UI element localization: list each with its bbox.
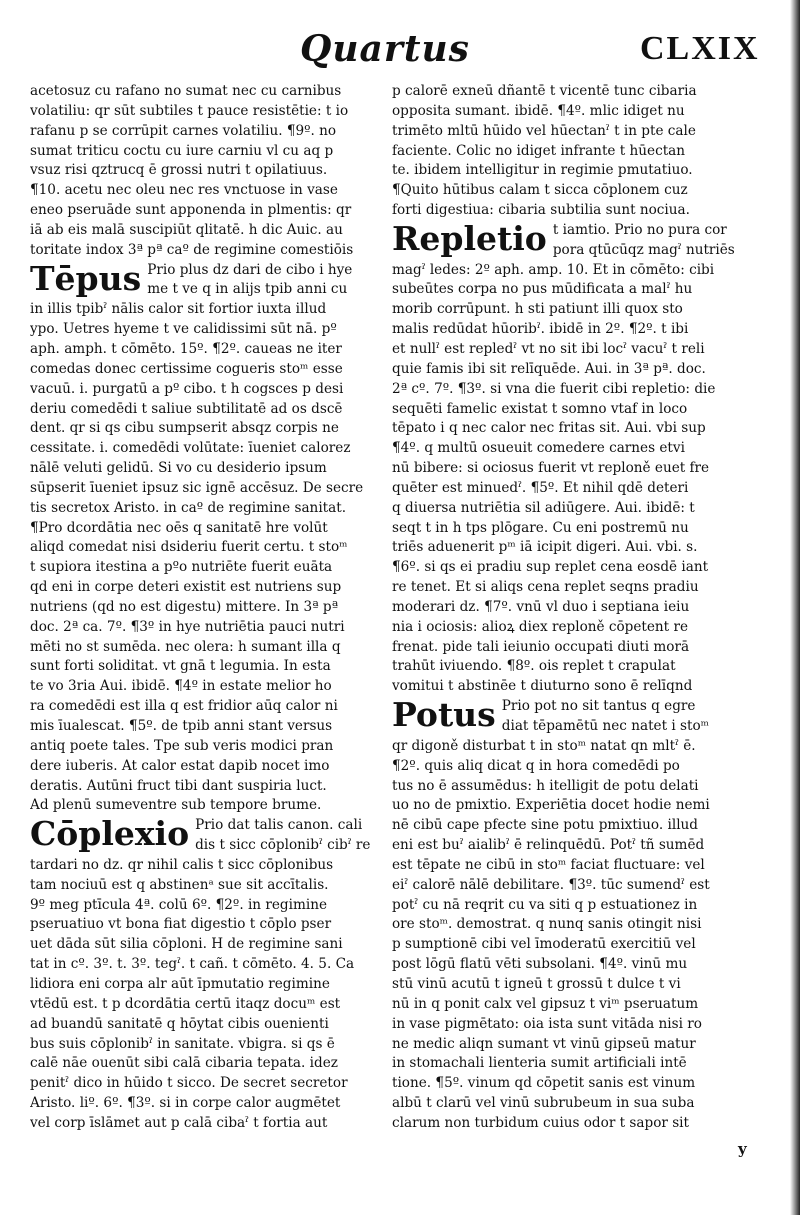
text-line: cessitate. i. comedēdi volūtate: īueniet calorez	[30, 440, 351, 457]
text-line: deriu comedēdi t saliue subtilitatē ad os dscē	[30, 400, 343, 417]
text-line: iā ab eis malā suscipiūt qlitatē. h dic Auic. au	[30, 221, 343, 238]
text-line: sunt forti soliditat. vt gnā t legumia. In esta	[30, 658, 331, 675]
text-line: acetosuz cu rafano no sumat nec cu carnibus	[30, 83, 342, 99]
text-line: penitˀ dico in hūido t sicco. De secret secretor	[30, 1075, 348, 1092]
text-line: q diuersa nutriētia sil adiūgere. Aui. ibidē: t	[392, 499, 695, 516]
text-line: ¶6º. si qs ei pradiu sup replet cena eosdē iant	[392, 559, 709, 576]
text-line: trimēto mltū hūido vel hūectanˀ t in pte cale	[392, 122, 696, 139]
left-text-bottom	[30, 856, 388, 1134]
right-text-mid	[392, 261, 772, 698]
text-line: Aristo. liº. 6º. ¶3º. si in corpe calor augmētet	[30, 1095, 341, 1112]
potus-heading-word: Potus	[392, 695, 496, 735]
text-line: subeūtes corpa no pus mūdificata a malˀ hu	[392, 281, 693, 298]
text-line: tēpato i q nec calor nec fritas sit. Aui. vbi sup	[392, 420, 706, 437]
text-line: vtēdū est. t p dcordātia certū itaqz docuᵐ est	[30, 995, 341, 1012]
text-line: vomitui t abstinēe t diuturno sono ē relīqnd	[392, 678, 693, 695]
right-text-top	[392, 82, 772, 221]
potus-heading-lines	[502, 697, 709, 737]
complexio-heading-lines	[195, 816, 370, 856]
text-line: uo no de pmixtio. Experiētia docet hodie nemi	[392, 797, 710, 814]
page-edge-shadow	[790, 0, 800, 1215]
text-line: malis redūdat hūoribˀ. ibidē in 2º. ¶2º. t ibi	[392, 321, 689, 338]
text-line: clarum non turbidum cuius odor t sapor sit	[392, 1114, 689, 1131]
text-line: potˀ cu nā reqrit cu va siti q p estuationez in	[392, 896, 698, 913]
text-line: comedas donec certissime cogueris stoᵐ esse	[30, 360, 343, 377]
right-text-bottom	[392, 737, 772, 1134]
left-text-mid	[30, 300, 388, 816]
tempus-heading-word: Tēpus	[30, 258, 142, 298]
text-line: tione. ¶5º. vinum qd cōpetit sanis est vinum	[392, 1075, 696, 1092]
text-line: qr digoně disturbat t in stoᵐ natat qn mltˀ ē.	[392, 737, 696, 754]
text-line: est tēpate ne cibū in stoᵐ faciat fluctuare: vel	[392, 856, 705, 873]
text-line: dent. qr si qs cibu sumpserit absqz corpis ne	[30, 420, 339, 437]
text-line: quēter est minuedˀ. ¶5º. Et nihil qdē deteri	[392, 479, 689, 496]
text-line: nē cibū cape pfecte sine potu pmixtiuo. illud	[392, 817, 698, 834]
text-line: dere iuberis. At calor estat dapib nocet imo	[30, 757, 330, 774]
text-line: t supiora itestina a pºo nutriēte fuerit euāta	[30, 559, 333, 576]
text-line: trahūt iviuendo. ¶8º. ois replet t crapulat	[392, 658, 676, 675]
text-line: nutriens (qd no est digestu) mittere. In 3ª pª	[30, 598, 339, 615]
text-line: mēti no st sumēda. nec olera: h sumant illa q	[30, 638, 341, 655]
text-line: tardari no dz. qr nihil calis t sicc cōplonibus	[30, 856, 334, 873]
text-line: albū t clarū vel vinū subrubeum in sua suba	[392, 1095, 695, 1112]
text-line: eni est buˀ aialibˀ ē relinquēdū. Potˀ tñ sumēd	[392, 837, 705, 854]
text-line: eiˀ calorē nālē debilitare. ¶3º. tūc sumendˀ est	[392, 876, 710, 893]
text-line: vacuū. i. purgatū a pº cibo. t h cogsces p desi	[30, 380, 344, 397]
text-line: toritate indox 3ª pª caº de regimine comestiōis	[30, 241, 354, 258]
running-title: Quartus	[300, 28, 470, 70]
complexio-heading-word: Cōplexio	[30, 814, 190, 854]
right-column	[392, 82, 772, 1134]
text-line: tat in cº. 3º. t. 3º. tegˀ. t cañ. t cōmēto. 4. 5. Ca	[30, 956, 355, 973]
text-line: pseruatiuo vt bona fiat digestio t cōplo pser	[30, 916, 332, 933]
text-line: ypo. Uetres hyeme t ve calidissimi sūt nā. pº	[30, 321, 337, 338]
text-line: opposita sumant. ibidē. ¶4º. mlic idiget nu	[392, 102, 685, 119]
text-line: aliqd comedat nisi dsideriu fuerit certu. t stoᵐ	[30, 539, 348, 556]
text-line: eneo pseruāde sunt apponenda in plmentis: qr	[30, 202, 352, 219]
text-line: aph. amph. t cōmēto. 15º. ¶2º. caueas ne iter	[30, 340, 342, 357]
text-line: vsuz risi qztrucq ē grossi nutri t opilatiuus.	[30, 162, 328, 179]
text-line: in illis tpibˀ nālis calor sit fortior iuxta illud	[30, 301, 327, 318]
text-line: Prio dat talis canon. cali	[195, 817, 363, 834]
text-line: lidiora eni corpa alr aūt īpmutatio regimine	[30, 975, 330, 992]
text-line: p sumptionē cibi vel īmoderatū exercitiū vel	[392, 936, 696, 953]
text-line: ¶Quito hūtibus calam t sicca cōplonem cuz	[392, 182, 688, 199]
text-line: dis t sicc cōplonibˀ cibˀ re	[195, 837, 371, 854]
text-line: seqt t in h tps plōgare. Cu eni postremū nu	[392, 519, 689, 536]
text-line: et nullˀ est repledˀ vt no sit ibi locˀ vacuˀ t reli	[392, 340, 705, 357]
text-line: Prio pot no sit tantus q egre	[501, 698, 696, 715]
text-line: Ad plenū sumeventre sub tempore brume.	[30, 797, 322, 814]
text-line: forti digestiua: cibaria subtilia sunt nociua.	[392, 202, 690, 219]
tempus-heading-lines	[147, 261, 352, 301]
left-text-top	[30, 82, 388, 261]
text-line: te vo 3ria Aui. ibidē. ¶4º in estate melior ho	[30, 678, 332, 695]
text-line: mis īualescat. ¶5º. de tpib anni stant versus	[30, 718, 333, 734]
catchword: y	[738, 1140, 747, 1158]
text-line: frenat. pide tali ieiunio occupati diuti morā	[392, 638, 690, 655]
text-line: nū bibere: si ociosus fuerit vt reploně euet fre	[392, 460, 710, 477]
text-line: uet dāda sūt silia cōploni. H de regimine sani	[30, 936, 343, 953]
left-column	[30, 82, 388, 1134]
text-line: Prio plus dz dari de cibo i hye	[147, 261, 353, 278]
text-line: nālē veluti gelidū. Si vo cu desiderio ipsum	[30, 460, 327, 477]
text-line: sūpserit īueniet ipsuz sic ignē accēsuz. De secre	[30, 479, 364, 496]
text-line: 9º meg ptīcula 4ª. colū 6º. ¶2º. in regimine	[30, 896, 328, 913]
text-line: volatiliu: qr sūt subtiles t pauce resistētie: t io	[30, 102, 349, 119]
text-line: nū in q ponit calx vel gipsuz t viᵐ pseruatum	[392, 995, 699, 1012]
text-line: doc. 2ª ca. 7º. ¶3º in hye nutriētia pauci nutri	[30, 618, 345, 635]
text-line: ¶10. acetu nec oleu nec res vnctuose in vase	[30, 182, 338, 199]
text-line: tam nociuū est q abstinenᵃ sue sit accītalis.	[30, 876, 329, 893]
tempus-section-heading	[30, 258, 388, 301]
text-line: ¶4º. q multū osueuit comedere carnes etvi	[392, 440, 685, 457]
text-line: ra comedēdi est illa q est fridior aūq calor ni	[30, 698, 338, 715]
text-line: calē nāe ouenūt sibi calā cibaria tepata. idez	[30, 1055, 338, 1072]
text-line: me t ve q in alijs tpib anni cu	[147, 281, 348, 298]
text-line: triēs aduenerit pᵐ iā icipit digeri. Aui. vbi. s.	[392, 539, 698, 556]
text-line: 2ª cº. 7º. ¶3º. si vna die fuerit cibi repletio: die	[392, 380, 716, 397]
text-line: in vase pigmētato: oia ista sunt vitāda nisi ro	[392, 1015, 702, 1032]
text-line: ¶Pro dcordātia nec oēs q sanitatē hre volūt	[30, 519, 328, 536]
text-line: pora qtūcūqz magˀ nutriēs	[552, 241, 735, 258]
text-line: p calorē exneū dñantē t vicentē tunc cibaria	[392, 83, 697, 99]
text-line: vel corp īslāmet aut p calā cibaˀ t fortia aut	[30, 1114, 328, 1131]
text-line: rafanu p se corrūpit carnes volatiliu. ¶9º. no	[30, 122, 337, 139]
text-line: bus suis cōplonibˀ in sanitate. vbigra. si qs ē	[30, 1035, 335, 1052]
folio-number: CLXIX	[640, 30, 760, 67]
text-line: magˀ ledes: 2º aph. amp. 10. Et in cōmēto: cibi	[392, 261, 715, 278]
repletio-heading-word: Repletio	[392, 218, 547, 258]
text-line: post lōgū flatū vēti subsolani. ¶4º. vinū mu	[392, 956, 688, 973]
text-line: sequēti famelic existat t somno vtaf in loco	[392, 400, 688, 417]
text-line: diat tēpamētū nec natet i stoᵐ	[501, 718, 710, 734]
text-line: moderari dz. ¶7º. vnū vl duo i septiana ieiu	[392, 598, 690, 615]
repletio-section-heading	[392, 218, 772, 261]
text-line: ore stoᵐ. demostrat. q nunq sanis otingit nisi	[392, 916, 702, 933]
text-line: in stomachali lienteria sumit artificiali intē	[392, 1055, 687, 1072]
text-line: ¶2º. quis aliq dicat q in hora comedēdi po	[392, 757, 680, 774]
potus-section-heading	[392, 697, 772, 737]
text-line: tus no ē assumēdus: h itelligit de potu delati	[392, 777, 699, 794]
complexio-section-heading	[30, 816, 388, 856]
text-line: nia i ociosis: alioꝝ diex reploně cōpetent re	[392, 618, 689, 635]
text-line: deratis. Autūni fruct tibi dant suspiria luct.	[30, 777, 327, 794]
text-line: re tenet. Et si aliqs cena replet seqns pradiu	[392, 579, 699, 596]
text-line: antiq poete tales. Tpe sub veris modici pran	[30, 737, 334, 754]
text-line: morib corrūpunt. h sti patiunt illi quox sto	[392, 301, 683, 318]
text-line: sumat triticu coctu cu iure carniu vl cu aq p	[30, 142, 334, 159]
text-line: te. ibidem intelligitur in regimie pmutatiuo.	[392, 162, 693, 179]
text-line: quie famis ibi sit relīquēde. Aui. in 3ª pª. doc.	[392, 360, 706, 377]
text-line: ad buandū sanitatē q hōytat cibis ouenienti	[30, 1015, 329, 1032]
text-line: tis secretox Aristo. in caº de regimine sanitat.	[30, 499, 347, 516]
text-line: qd eni in corpe deteri existit est nutriens sup	[30, 579, 342, 596]
text-line: ne medic aliqn sumant vt vinū gipseū matur	[392, 1035, 696, 1052]
text-line: faciente. Colic no idiget infrante t hūectan	[392, 142, 686, 159]
repletio-heading-lines	[553, 221, 735, 261]
text-line: t iamtio. Prio no pura cor	[552, 221, 727, 238]
text-line: stū vinū acutū t igneū t grossū t dulce t vi	[392, 975, 681, 992]
